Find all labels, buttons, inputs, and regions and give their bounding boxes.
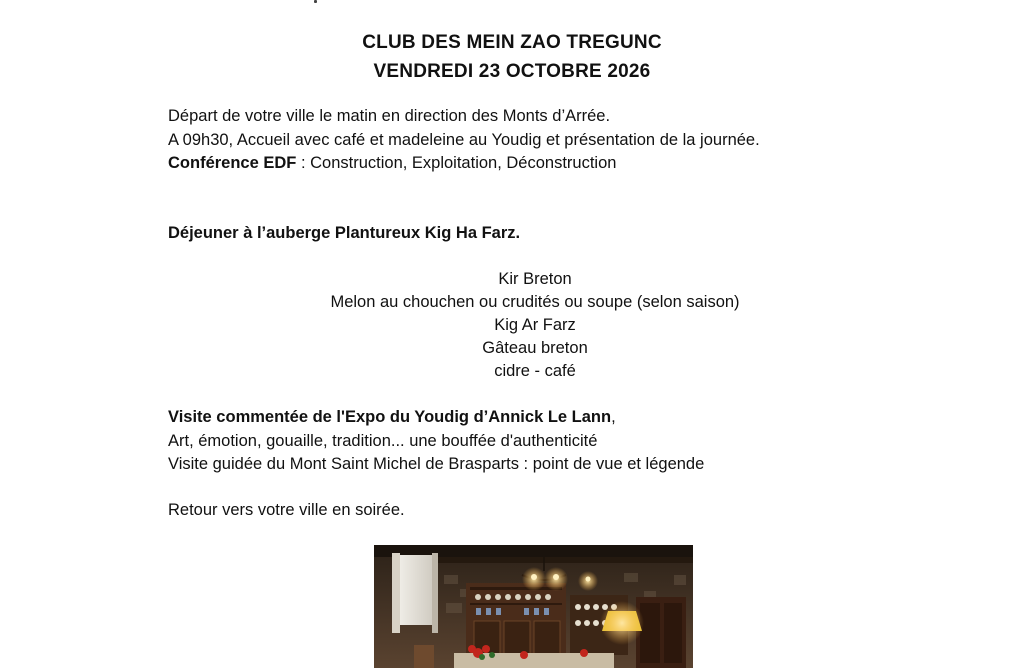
inn-dining-room-photo xyxy=(374,545,693,668)
menu-item: Kir Breton xyxy=(498,270,572,288)
conference-text: : Construction, Exploitation, Déconstruction xyxy=(296,154,617,172)
visit-line xyxy=(168,408,616,427)
event-date: VENDREDI 23 OCTOBRE 2026 xyxy=(373,61,651,82)
club-title: CLUB DES MEIN ZAO TREGUNC xyxy=(362,32,662,53)
conference-label: Conférence EDF xyxy=(168,154,297,172)
conference-line xyxy=(168,154,616,173)
stray-mark xyxy=(314,0,317,3)
menu-item: Gâteau breton xyxy=(482,339,588,357)
menu-item: Kig Ar Farz xyxy=(494,316,576,334)
mont-saint-michel-line: Visite guidée du Mont Saint Michel de Brasparts : point de vue et légende xyxy=(168,455,705,473)
visit-label: Visite commentée de l'Expo du Youdig d’Annick Le Lann xyxy=(168,408,612,426)
visit-suffix: , xyxy=(611,408,616,426)
menu-item: cidre - café xyxy=(494,362,576,380)
exhibit-description: Art, émotion, gouaille, tradition... une bouffée d'authenticité xyxy=(168,432,598,450)
welcome-line: A 09h30, Accueil avec café et madeleine au Youdig et présentation de la journée. xyxy=(168,131,760,149)
departure-line: Départ de votre ville le matin en direction des Monts d’Arrée. xyxy=(168,107,611,125)
return-line: Retour vers votre ville en soirée. xyxy=(168,501,405,519)
menu-item: Melon au chouchen ou crudités ou soupe (selon saison) xyxy=(330,293,740,311)
lunch-heading: Déjeuner à l’auberge Plantureux Kig Ha Farz. xyxy=(168,224,521,242)
